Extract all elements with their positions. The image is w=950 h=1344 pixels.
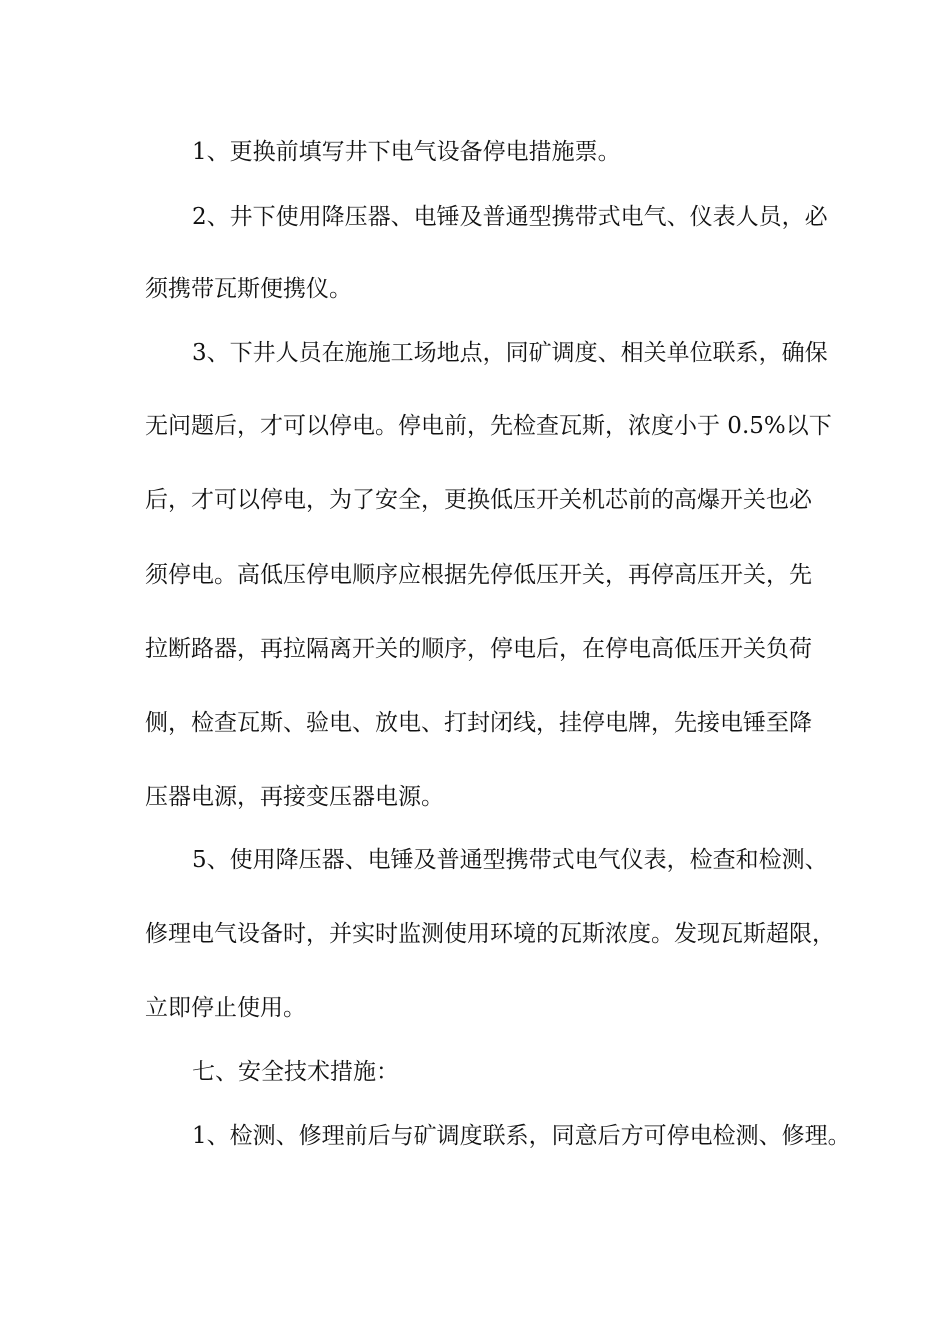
paragraph-3-line-2: 无问题后，才可以停电。停电前，先检查瓦斯，浓度小于 0.5%以下 (145, 413, 832, 439)
section-heading: 七、安全技术措施： (192, 1059, 399, 1085)
paragraph-2-line-2: 须携带瓦斯便携仪。 (145, 276, 352, 302)
paragraph-3-line-4: 须停电。高低压停电顺序应根据先停低压开关，再停高压开关，先 (145, 562, 812, 588)
paragraph-3-line-5: 拉断路器，再拉隔离开关的顺序，停电后，在停电高低压开关负荷 (145, 636, 812, 662)
paragraph-5-line-1: 1、检测、修理前后与矿调度联系，同意后方可停电检测、修理。 (192, 1123, 851, 1149)
paragraph-4-line-1: 5、使用降压器、电锤及普通型携带式电气仪表，检查和检测、 (192, 847, 828, 873)
paragraph-4-line-2: 修理电气设备时，并实时监测使用环境的瓦斯浓度。发现瓦斯超限， (145, 921, 835, 947)
paragraph-1-line-1: 1、更换前填写井下电气设备停电措施票。 (192, 139, 621, 165)
paragraph-3-line-1: 3、下井人员在施施工场地点，同矿调度、相关单位联系，确保 (192, 340, 828, 366)
paragraph-2-line-1: 2、井下使用降压器、电锤及普通型携带式电气、仪表人员，必 (192, 204, 828, 230)
paragraph-3-line-3: 后，才可以停电，为了安全，更换低压开关机芯前的高爆开关也必 (145, 487, 812, 513)
paragraph-4-line-3: 立即停止使用。 (145, 995, 306, 1021)
paragraph-3-line-7: 压器电源，再接变压器电源。 (145, 784, 444, 810)
paragraph-3-line-6: 侧，检查瓦斯、验电、放电、打封闭线，挂停电牌，先接电锤至降 (145, 710, 812, 736)
